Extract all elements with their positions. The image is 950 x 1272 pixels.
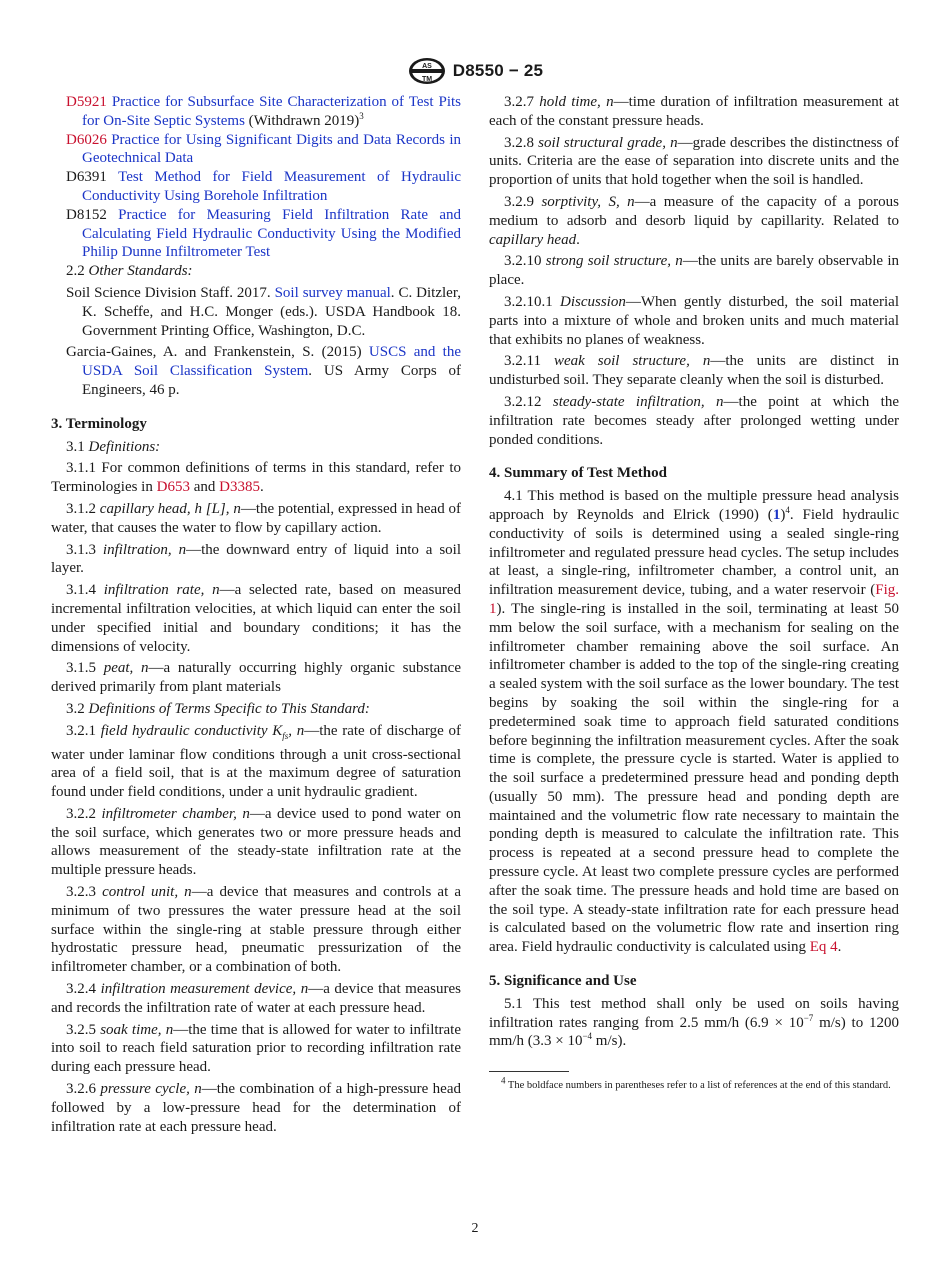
discussion: 3.2.10.1 Discussion—When gently disturbed, the soil material parts into a mixture of whole and broken units and much material that exhibits no planes of weakness. [489, 293, 899, 348]
reference-code: D6391 [66, 169, 107, 186]
reference-code: D8152 [66, 206, 107, 223]
definition: 3.2.8 soil structural grade, n—grade describes the distinctness of units. Criteria are the ease of separation into discrete units and the proportion of units that hold together when the soil is handled. [489, 134, 899, 189]
definition: 3.2.4 infiltration measurement device, n—a device that measures and records the infiltration rate of water at each pressure head. [51, 981, 461, 1016]
reference-title-link[interactable]: Test Method for Field Measurement of Hydraulic Conductivity Using Borehole Infiltration [82, 169, 462, 204]
svg-text:AS: AS [421, 63, 432, 70]
definition: 3.2.1 field hydraulic conductivity $K_{fs}$, n—the rate of discharge of water under laminar flow conditions through a unit cross-sectional area of a field soil, that is at the maximum degree of saturation found under field conditions, under a unit hydraulic gradient. [51, 722, 461, 801]
paragraph: 4.1 This method is based on the multiple pressure head analysis approach by Reynolds and Elrick (1990) $(1)^4$. Field hydraulic conductivity of soils is determined using a sealed single-ring infiltrometer and regulated pressure head cycles. The setup includes at least, a single-ring, infiltrometer chamber, a control unit, an infiltration measurement device, tubing, and a water reservoir (Fig. 1). The single-ring is installed in the soil, terminating at least 50 mm below the soil surface, with a mechanism for sealing on the infiltrometer chamber remaining above the soil surface. An infiltrometer chamber is added to the top of the single-ring creating a sealed system with the soil surface as the lower boundary. The test begins by soaking the soil within the single-ring for a predetermined soak time to approach field saturated conditions before beginning the infiltration measurement cycles. After the soak time is complete, the pressure cycle is started. Water is applied to the soil surface a predetermined pressure head and ponding depth (usually 50 mm). The pressure head and ponding depth are maintained and the volumetric flow rate necessary to maintain the ponding depth is measured to calculate the infiltration rate. This process is repeated at a second pressure head to complete the pressure cycle. At least two complete pressure cycles are performed after the soak time. The pressure heads and hold time are based on the soil type. A steady-state infiltration rate for each pressure head is calculated based on the volumetric flow rate and insertion ring area. Field hydraulic conductivity is calculated using Eq 4. [489, 488, 899, 956]
definition: 3.1.5 peat, n—a naturally occurring highly organic substance derived primarily from plant materials [51, 660, 461, 696]
section-heading: 3. Terminology [51, 415, 147, 432]
reference-title-link[interactable]: Practice for Subsurface Site Characterization of Test Pits for On-Site Septic Systems [82, 94, 461, 129]
subsection-heading: 2.2 Other Standards: [66, 263, 193, 280]
figure-link[interactable]: Fig. 1 [489, 582, 899, 617]
reference-title-link[interactable]: Practice for Using Significant Digits and Data Records in Geotechnical Data [82, 131, 461, 167]
citation-link[interactable]: Soil survey manual [274, 284, 391, 301]
paragraph: 3.2 Definitions of Terms Specific to This Standard: [66, 700, 370, 717]
reference-note: (Withdrawn 2019) [248, 112, 360, 129]
reference-title-link[interactable]: Practice for Measuring Field Infiltration Rate and Calculating Field Hydraulic Conductivity Using the Modified Philip Dunne Infiltrometer Test [82, 206, 461, 261]
footnote-marker: 4 [501, 1075, 506, 1086]
definition: 3.2.5 soak time, n—the time that is allowed for water to infiltrate into soil to reach field saturation prior to recording infiltration rate during each pressure head. [51, 1021, 462, 1076]
reference-item [51, 168, 461, 206]
reference-number-link[interactable]: 1 [772, 506, 781, 523]
paragraph: 5.1 This test method shall only be used on soils having infiltration rates ranging from 2.5 mm/h ($6.9 \times 10^{-7}$ m/s) to 1200 mm/h ($3.3 \times 10^{-4}$ m/s). [489, 995, 899, 1050]
standard-link[interactable]: D3385 [219, 479, 260, 496]
definition: 3.2.3 control unit, n—a device that measures and controls at a minimum of two pressures the water pressure head at the soil surface within the single-ring at stable pressure through either hydrostatic pressure head, pneumatic pressurization of the infiltrometer chamber, or a combination of both. [51, 884, 461, 976]
reference-code-link[interactable]: D6026 [66, 131, 107, 148]
footnote-marker: 4 [785, 504, 790, 515]
definition: 3.2.10 strong soil structure, n—the units are barely observable in place. [489, 253, 899, 289]
definition: 3.1.4 infiltration rate, n—a selected rate, based on measured incremental infiltration velocities, at which liquid can enter the soil under specified initial and boundary conditions; it has the dimensions of velocity. [51, 582, 461, 655]
right-column [489, 93, 899, 1093]
footnote-marker: 3 [359, 110, 364, 121]
standard-citation: Soil Science Division Staff. 2017. Soil survey manual. C. Ditzler, K. Scheffe, and H.C. Monger (eds.). USDA Handbook 18. Government Printing Office, Washington, D.C. [66, 284, 461, 339]
section-heading: 4. Summary of Test Method [489, 465, 667, 482]
astm-logo-icon [407, 56, 447, 86]
footnote: $^4$ The boldface numbers in parentheses refer to a list of references at the end of this standard. [501, 1075, 891, 1092]
paragraph: 3.1 Definitions: [66, 438, 161, 455]
page-header [0, 56, 950, 86]
definition: 3.1.2 capillary head, h [L], n—the potential, expressed in head of water, that causes the water to flow by capillary action. [51, 500, 461, 536]
definition: 3.1.3 infiltration, n—the downward entry of liquid into a soil layer. [51, 541, 461, 577]
definition: 3.2.7 hold time, n—time duration of infiltration measurement at each of the constant pressure heads. [489, 94, 900, 129]
paragraph: 3.1.1 For common definitions of terms in this standard, refer to Terminologies in D653 and D3385. [51, 460, 461, 496]
definition: 3.2.11 weak soil structure, n—the units are distinct in undisturbed soil. They separate cleanly when the soil is disturbed. [489, 353, 900, 389]
standard-citation: Garcia-Gaines, A. and Frankenstein, S. (2015) USCS and the USDA Soil Classification System. US Army Corps of Engineers, 46 p. [66, 344, 461, 398]
standard-link[interactable]: D653 [156, 479, 190, 496]
definition: 3.2.12 steady-state infiltration, n—the point at which the infiltration rate becomes steady after prolonged wetting under ponded conditions. [489, 393, 899, 448]
reference-item [51, 93, 461, 131]
definition: 3.2.2 infiltrometer chamber, n—a device used to pond water on the soil surface, which generates two or more pressure heads and allows measurement of the steady-state infiltration rate at the multiple pressure heads. [51, 805, 462, 879]
section-heading: 5. Significance and Use [489, 973, 637, 990]
page-number: 2 [471, 1221, 479, 1236]
definition: 3.2.9 sorptivity, S, n—a measure of the capacity of a porous medium to adsorb and desorb liquid by capillarity. Related to capillary head. [489, 193, 900, 248]
reference-item [51, 131, 461, 169]
left-column [51, 93, 461, 1139]
equation-link[interactable]: Eq 4 [809, 939, 838, 956]
svg-text:TM: TM [421, 76, 432, 83]
reference-code-link[interactable]: D5921 [66, 94, 107, 110]
definition: 3.2.6 pressure cycle, n—the combination of a high-pressure head followed by a low-pressure head for the determination of infiltration rate at each pressure head. [51, 1081, 461, 1135]
document-id: D8550 − 25 [452, 61, 544, 80]
reference-item [51, 206, 461, 262]
citation-link[interactable]: USCS and the USDA Soil Classification System [82, 344, 461, 380]
footnote-divider [489, 1071, 569, 1072]
